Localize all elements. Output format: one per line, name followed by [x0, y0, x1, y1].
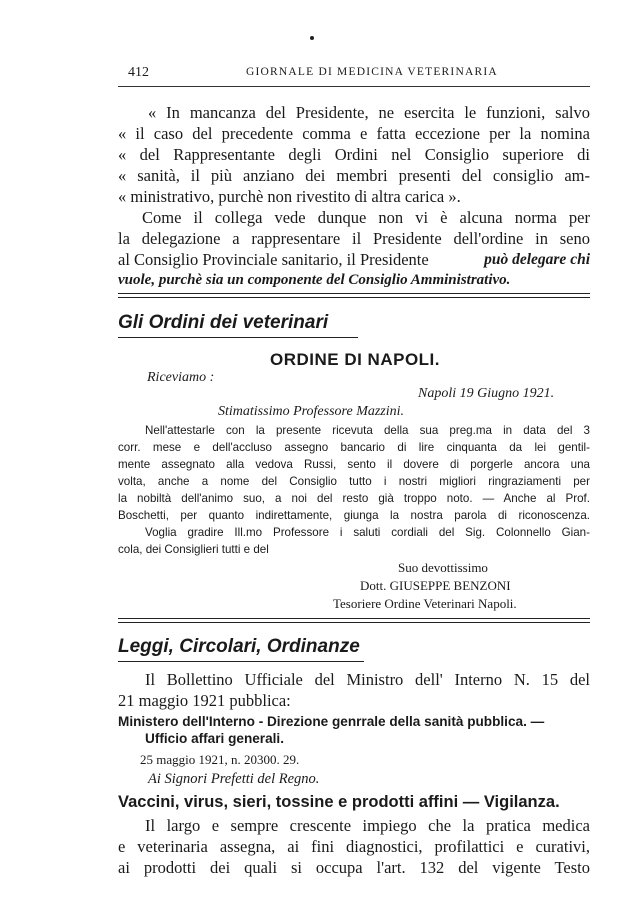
- closing: Suo devottissimo: [398, 560, 488, 575]
- letter-line-8: cola, dei Consiglieri tutti e del: [118, 543, 269, 556]
- salutation: Stimatissimo Professore Mazzini.: [218, 404, 405, 419]
- bollettino-line-1: Il Bollettino Ufficiale del Ministro dell' Interno N. 15 del: [145, 670, 590, 689]
- intro-line-1: « In mancanza del Presidente, ne esercita le funzioni, salvo: [148, 103, 590, 122]
- section-heading-ordini: Gli Ordini dei veterinari: [118, 312, 329, 333]
- para2-line-3: [118, 250, 590, 270]
- section-separator-2: [118, 618, 590, 623]
- intro-line-5: « ministrativo, purchè non rivestito di altra carica ».: [118, 187, 461, 206]
- para2-line-3-text: al Consiglio Provinciale sanitario, il Presidente: [118, 250, 429, 269]
- letter-line-2: corr. mese e dell'accluso assegno bancario di lire cinquanta da lei gentil-: [118, 441, 590, 454]
- para2-line-4: vuole, purchè sia un componente del Consiglio Amministrativo.: [118, 272, 511, 288]
- bollettino-line-2: 21 maggio 1921 pubblica:: [118, 691, 291, 710]
- letter-line-4: volta, anche a nome del Consiglio tutto i nostri migliori ringraziamenti per: [118, 475, 590, 488]
- ministry-line-1: Ministero dell'Interno - Direzione genrrale della sanità pubblica. —: [118, 714, 545, 729]
- section-heading-leggi: Leggi, Circolari, Ordinanze: [118, 636, 360, 657]
- section-separator-1: [118, 293, 590, 298]
- section-heading-underline: [118, 337, 358, 338]
- body-line-2: e veterinaria assegna, ai fini diagnostici, profilattici e curativi,: [118, 837, 590, 856]
- print-speck: [310, 36, 314, 40]
- letter-line-6: Boschetti, per quanto indirettamente, giunga la nostra parola di riconoscenza.: [118, 509, 590, 522]
- page-number: 412: [128, 65, 149, 80]
- circular-reference: 25 maggio 1921, n. 20300. 29.: [140, 752, 300, 767]
- signatory-role: Tesoriere Ordine Veterinari Napoli.: [333, 596, 517, 611]
- body-line-3: ai prodotti dei quali si occupa l'art. 132 del vigente Testo: [118, 858, 590, 877]
- signatory-name: Dott. GIUSEPPE BENZONI: [360, 578, 511, 593]
- letter-line-7: Voglia gradire Ill.mo Professore i saluti cordiali del Sig. Colonnello Gian-: [145, 526, 590, 539]
- letter-date: Napoli 19 Giugno 1921.: [418, 386, 555, 401]
- subject-heading: Vaccini, virus, sieri, tossine e prodotti affini — Vigilanza.: [118, 793, 560, 811]
- addressee: Ai Signori Prefetti del Regno.: [148, 771, 320, 787]
- section-heading-underline-2: [118, 661, 364, 662]
- ordine-title: ORDINE DI NAPOLI.: [270, 350, 441, 369]
- intro-line-2: « il caso del precedente comma e fatta eccezione per la nomina: [118, 124, 590, 143]
- running-title: GIORNALE DI MEDICINA VETERINARIA: [246, 66, 498, 78]
- para2-line-2: la delegazione a rappresentare il Presidente dell'ordine in seno: [118, 229, 590, 248]
- para2-line-1: Come il collega vede dunque non vi è alcuna norma per: [142, 208, 590, 227]
- letter-line-5: la nobiltà dell'animo suo, a noi del resto già troppo noto. — Anche al Prof.: [118, 492, 590, 505]
- para2-line-3-italic: può delegare chi: [484, 251, 590, 268]
- letter-line-1: Nell'attestarle con la presente ricevuta della sua preg.ma in data del 3: [145, 424, 590, 437]
- intro-line-3: « del Rappresentante degli Ordini nel Consiglio superiore di: [118, 145, 590, 164]
- intro-line-4: « sanità, il più anziano dei membri presenti del consiglio am-: [118, 166, 590, 185]
- receiving-label: Riceviamo :: [147, 370, 215, 385]
- letter-line-3: mente assegnato alla vedova Russi, sento il dovere di porgerle ancora una: [118, 458, 590, 471]
- ministry-line-2: Ufficio affari generali.: [145, 731, 284, 746]
- header-rule: [118, 86, 590, 87]
- body-line-1: Il largo e sempre crescente impiego che la pratica medica: [145, 816, 590, 835]
